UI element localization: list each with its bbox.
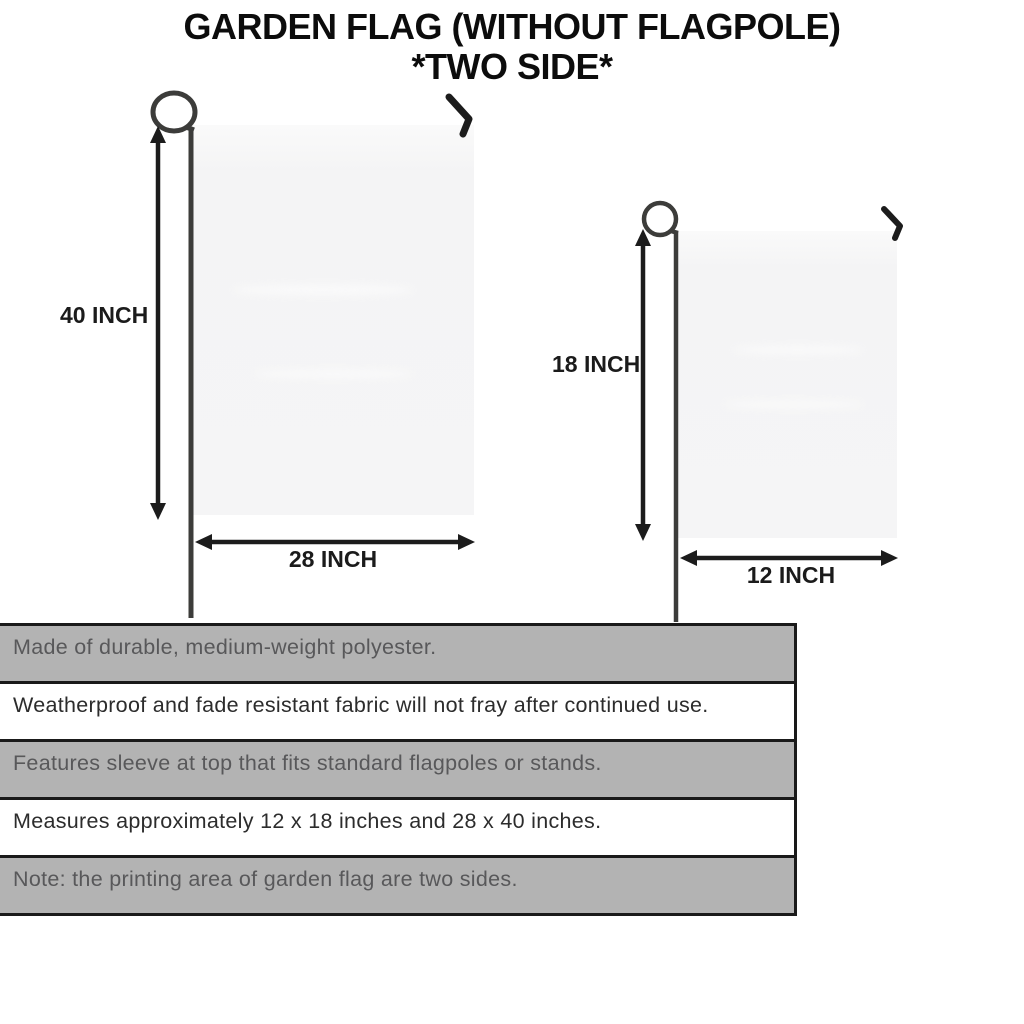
large-flag-height-label: 40 INCH — [60, 302, 149, 328]
small-flagpole-loop-icon — [644, 203, 676, 235]
small-width-arrowhead-right — [881, 550, 898, 566]
page-title: GARDEN FLAG (WITHOUT FLAGPOLE) — [183, 6, 841, 47]
small-flagpole-loop-tail — [671, 231, 678, 233]
small-flag-height-label: 18 INCH — [552, 351, 641, 377]
large-width-arrowhead-right — [458, 534, 475, 550]
large-flagpole-loop-tail — [186, 127, 194, 130]
page-subtitle: *TWO SIDE* — [411, 46, 613, 87]
small-height-arrowhead-down — [635, 524, 651, 541]
feature-row: Note: the printing area of garden flag are two sides. — [0, 855, 797, 916]
small-width-arrowhead-left — [680, 550, 697, 566]
feature-row: Features sleeve at top that fits standard flagpoles or stands. — [0, 739, 797, 800]
large-width-arrowhead-left — [195, 534, 212, 550]
large-flagpole-loop-icon — [153, 93, 195, 131]
large-flag-hook-icon — [449, 97, 469, 134]
small-flag-width-label: 12 INCH — [746, 562, 836, 588]
feature-row: Weatherproof and fade resistant fabric will not fray after continued use. — [0, 681, 797, 742]
feature-row: Made of durable, medium-weight polyester. — [0, 623, 797, 684]
feature-row: Measures approximately 12 x 18 inches and 28 x 40 inches. — [0, 797, 797, 858]
small-flag-hook-icon — [884, 209, 900, 238]
feature-table — [0, 623, 797, 916]
large-height-arrowhead-down — [150, 503, 166, 520]
large-flag-width-label: 28 INCH — [288, 546, 378, 572]
